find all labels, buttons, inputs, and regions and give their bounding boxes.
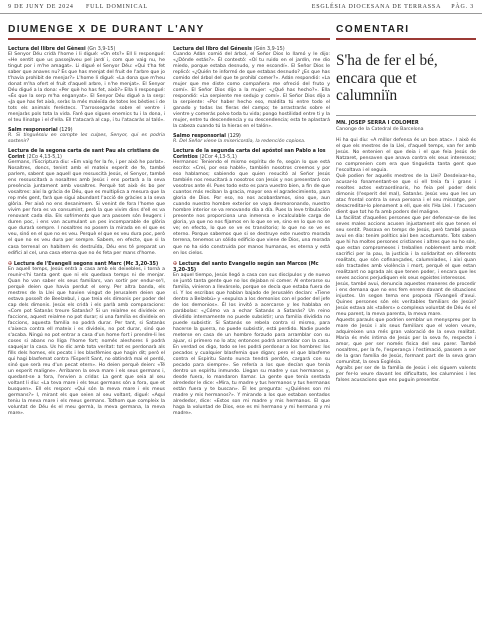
catalan-psalm-title: Salm responsorial <box>8 127 58 134</box>
spanish-column <box>173 46 330 417</box>
author-divider <box>336 115 476 116</box>
spanish-gospel-heading <box>173 261 330 273</box>
header-left <box>8 4 158 10</box>
spanish-reading2-ref: (2Cor 4,13-5,1) <box>199 154 237 161</box>
catalan-reading1-text: El Senyor Déu cridà l'home i li digué: «On ets?» Ell li respongué: «He sentit que us passejàveu pel jardí i, com que vaig nu, he tingut por i m'he amagat». Li digué el Senyor Déu: «Qui t'ha fet saber que anaves nu? És que has menjat del fruit de l'arbre que jo t'havia prohibit de menjar?» L'home li digué: «La dona que m'heu donat m'ha ofert el fruit d'aquell arbre, i n'he menjat». El Senyor Déu digué a la dona: «Per què ho has fet, això?» Ella li respongué: «És que la serp m'ha enganyat». El Senyor Déu digué a la serp: «Ja que has fet això, seràs la més maleïda de totes les bèsties i de tots els animals feréstecs. T'arrossegaràs sobre el ventre i menjaràs pols tota la vida. Faré que siguen enemics tu i la dona, i el teu llinatge i el d'ella. Ell t'atacarà al cap, i tu l'atacaràs al taló». <box>8 52 165 124</box>
spanish-reading1-text: Cuando Adán comió del árbol, el Señor Dios lo llamó y le dijo: «¿Dónde estás?». Él contestó: «Oí tu ruido en el jardín, me dio miedo, porque estaba desnudo, y me escondí». El Señor Dios le replicó: «¿Quién te informó de que estabas desnudo? ¿Es que has comido del árbol del que te prohibí comer?». Adán respondió: «La mujer que me diste como compañera me ofreció del fruto y comí». El Señor Dios dijo a la mujer: «¿Qué has hecho?». Ella respondió: «La serpiente me sedujo y comí». El Señor Dios dijo a la serpiente: «Por haber hecho eso, maldita tú entre todo el ganado y todas las fieras del campo; te arrastrarás sobre el vientre y comerás polvo toda tu vida; pongo hostilidad entre ti y la mujer, entre tu descendencia y su descendencia; esta te aplastará la cabeza cuando tú la hieras en el talón». <box>173 52 330 130</box>
spanish-gospel-title: Lectura del santo Evangelio según san Marcos <box>178 260 307 267</box>
issue-date: 9 DE JUNY DE 2024 <box>8 3 74 10</box>
publication-name: FULL DOMINICAL <box>86 3 148 10</box>
commentary-paragraph: Aquests parauls que podrien semblar un menyspreu per la mare de Jesús i als seus familiars que el volen veure, adquireixen una més gran valoració de la seva realitat. Maria és més íntima de Jesús per la seva fe, respecte i amor, que per ser només física del seu parer. També nosaltres, per la fe, l'esperança i l'estimació, passem a ser de la gran família de Jesús, formant part de la seva gran comunitat, la seva Església. <box>336 317 476 366</box>
commentary-paragraph: Jesús, també avui, denuncia aquestes maneres de procedir i ens demana que no ens fem enrere davant de situacions injustes. Un segon tema ens proposa l'Evangeli d'avui. Quines persones són els veritables familiars de Jesús? Jesús estava als «tallers» o complexa voluntat de Déu és el meu parent, la meva parenta, la meva mare. <box>336 281 476 317</box>
header-right <box>312 4 474 10</box>
catalan-gospel-ref: (Mc 3,20-35) <box>123 260 159 267</box>
readings-section <box>8 24 330 417</box>
spanish-gospel-ref: (Mc 3,20-35) <box>173 260 319 273</box>
cross-icon: ✠ <box>8 260 13 267</box>
author-role: Canonge de la Catedral de Barcelona <box>336 126 424 132</box>
commentary-headline: S'ha de fer el bé, encara que et calumniïn <box>336 52 438 104</box>
catalan-reading2-ref: (2Co 4,13-5,1) <box>26 154 62 161</box>
catalan-reading2-text: Germans, l'Escriptura diu: «Em vaig fer la fe, i per això he parlat». Nosaltres, doncs, tenint amb el mateix esperit de fe, també parlem, sabent que aquell que ressuscità Jesús, el Senyor, també ens ressuscitarà a nosaltres amb Jesús i ens portarà a la seva presència juntament amb vosaltres. Perquè tot això és bo per vosaltres: així la gràcia de Déu, que es multiplica a mesura que la rep més gent, farà que sigui abundant l'acció de gràcies a la seva glòria. Per això no ens desanimem. Si venint de fora l'home que vivim per fora es va consumint, però la que vivim dins d'ell es va renovant cada dia. Els sofriments que ara passem són lleugers i duren poc, i ens van acumulant un pes incomparable de glòria que durarà sempre. I nosaltres no posem la mirada en el que es veu, sinó en el que no es veu. Perquè el que es veu dura poc, però el que no es veu dura per sempre. Sabem, en efecte, que si la casa terrenal on habitem és destruïda, Déu ens té preparat un edifici al cel, una casa eterna que no és feta per mans d'home. <box>8 160 165 256</box>
catalan-psalm-response: R. Si tinguéssiu en compte les culpes, Senyor, qui es podria sostenir? <box>8 133 165 145</box>
page-number: PÀG. 3 <box>451 3 474 10</box>
commentary-body <box>336 138 476 385</box>
page-header <box>0 0 482 14</box>
catalan-reading1-ref: (Gn 3,9-15) <box>87 46 116 52</box>
spanish-reading1-ref: (Gén 3,9-15) <box>253 46 285 52</box>
catalan-column <box>8 46 165 417</box>
spanish-reading2-text: Hermanos: Teniendo el mismo espíritu de fe, según lo que está escrito: «Creí, por eso hablé», también nosotros creemos y por eso hablamos; sabiendo que quien resucitó al Señor Jesús también nos resucitará a nosotros con Jesús y nos presentará con vosotros ante él. Pues todo esto es para vuestro bien, a fin de que cuantos más reciban la gracia, mayor sea el agradecimiento, para gloria de Dios. Por eso, no nos acobardamos, sino que, aun cuando nuestro hombre exterior se vaya desmoronando, nuestro hombre interior se va renovando día a día. Pues la leve tribulación presente nos proporciona una inmensa e incalculable carga de gloria, ya que no nos fijamos en lo que se ve, sino en lo que no se ve; en efecto, lo que se ve es transitorio; lo que no se ve es eterno. Porque sabemos que si se destruye este nuestro morada terrena, tenemos un sólido edificio que viene de Dios, una morada que no ha sido construida por manos humanas, es eterna y está en los cielos. <box>173 160 330 256</box>
catalan-reading2-title: Lectura de la segona carta de sant Pau als cristians de Corint <box>8 148 160 161</box>
catalan-psalm-ref: (129) <box>59 127 73 134</box>
spanish-psalm-ref: (129) <box>227 133 241 140</box>
catalan-reading2-heading <box>8 148 165 160</box>
diocese-name: ESGLÉSIA DIOCESANA DE TERRASSA <box>311 3 441 10</box>
spanish-psalm-response: R. Del Señor viene la misericordia, la redención copiosa. <box>173 139 306 145</box>
commentary-section <box>336 24 476 384</box>
catalan-reading1-title: Lectura del llibre del Gènesi <box>8 46 86 52</box>
catalan-gospel-heading <box>8 261 165 267</box>
spanish-reading2-heading <box>173 148 330 160</box>
spanish-psalm-title: Salmo responsorial <box>173 133 226 140</box>
commentary-paragraph: La facilitat d'aquelles persones que per defensar-se de les seves males accions acusen injustament els que tenen el seu sentit. Passava en temps de Jesús, però també passa avui en dia: tenim polítics així ben acostumats. Tots saben que hi ha moltes persones cristianes i altres que no ho són, que estan compromeses i treballen noblement amb molt sacrifici per la pau, la justícia i la solidaritat en diferents realitats, que són cofinançades, calumniades, i així quan són tractades amb violència i mort, perquè el que estan realitzant no agrada als que tenen poder, i encara que les seves accions perjudiquen els seus egoistes interessos. <box>336 215 476 281</box>
commentary-paragraph: Què podien fer aquells mestres de la Llei? Desdeixar-ho, acusar-lo fonamentant-se que si ell treia fa i grans i resoltes actes extraordinaris, ho feia pel poder dels dimonis (l'esperit del mal), Satanàs. Jesús veu que les un atac frontal contra la seva persona i el seu missatge, per desacreditar-lo plenament a ell, que els l'Ha Llei. I l'acusen dient que tot ho fa amb poders del maligne. <box>336 173 476 215</box>
catalan-gospel-text: En aquell temps, Jesús entrà a casa amb els deixebles, i tornà a reunir-s'hi tanta gent que ni els quedava temps ni de menjar. Quan ho van saber els seus familiars, van sortir per endur-se'l, perquè deien que havia perdut el seny. Per altra banda, els mestres de la Llei que havien vingut de Jerusalem deien que estava posseït de Beelzebul, i que treia els dimonis per poder del cap dels dimonis. Jesús els cridà i els parlà amb comparacions: «Com pot Satanàs treure Satanàs? Si un reialme es divideix en faccions, aquest reialme no pot durar; si una família es divideix en faccions, aquesta família no podrà durar. Per tant, si Satanàs s'aixeca contra ell mateix i es divideix, no pot durar, sinó que s'acaba. Ningú no pot entrar a casa d'un home fort i prendre-li les coses si abans no lliga l'home fort; només aleshores li podrà saquejar la casa. Us ho dic amb tota veritat: tot es perdonarà als fills dels homes, els pecats i les blasfèmies que hagin dit; però el qui hagi blasfemat contra l'Esperit Sant, no obtindrà mai el perdó, sinó que serà reu d'un pecat etern». Ho deien perquè deien: «Té un esperit maligne». Arribaren la seva mare i els seus germans i, quedant-se a fora, l'envien a cridar. La gent que seia al seu voltant li diu: «La teva mare i els teus germans són a fora, que et busquen». Ell els respon: «Qui són la meva mare i els meus germans?» I, mirant els que seien al seu voltant, digué: «Aquí teniu la meva mare i els meus germans. Tothom que compleix la voluntat de Déu és el meu germà, la meva germana, la meva mare». <box>8 266 165 416</box>
readings-title: DIUMENGE X DE DURANT L'ANY <box>8 24 330 40</box>
spanish-reading1-title: Lectura del libro del Génesis <box>173 46 252 52</box>
cross-icon: ✠ <box>173 260 178 267</box>
author-name: MN. JOSEP SERRA I COLOMER <box>336 119 419 126</box>
spanish-gospel-text: En aquel tiempo, Jesús llegó a casa con sus discípulos y de nuevo se juntó tanta gente que no los dejaban ni comer. Al enterarse su familia, vinieron a llevárselo, porque se decía que estaba fuera de sí. Y los escribas que habían bajado de Jerusalén decían: «Tiene dentro a Belzebú» y «expulsa a los demonios con el poder del jefe de los demonios». Él los invitó a acercarse y les hablaba en parábolas: «¿Cómo va a echar Satanás a Satanás? Un reino dividido internamente no puede subsistir; una familia dividida no puede subsistir. Si Satanás se rebela contra sí mismo, para hacerse la guerra, no puede subsistir, está perdido. Nadie puede meterse en casa de un hombre forzudo para arramblar con su ajuar, si primero no lo ata; entonces podrá arramblar con la casa. En verdad os digo, todo se les podrá perdonar a los hombres: los pecados y cualquier blasfemia que digan; pero el que blasfeme contra el Espíritu Santo nunca tendrá perdón, cargará con su pecado para siempre». Se refería a los que decían que tenía dentro un espíritu inmundo. Llegan su madre y sus hermanos y, desde fuera, lo mandaron llamar. La gente que tenía sentada alrededor le dice: «Mira, tu madre y tus hermanos y tus hermanas están fuera y te buscan». Él les pregunta: «¿Quiénes son mi madre y mis hermanos?». Y mirando a los que estaban sentados alrededor, dice: «Estos son mi madre y mis hermanos. El que haga la voluntad de Dios, ese es mi hermano y mi hermana y mi madre». <box>173 272 330 416</box>
spanish-reading2-title: Lectura de la segunda carta del apóstol san Pablo a los Corintios <box>173 148 326 161</box>
readings-columns <box>8 46 330 417</box>
commentary-paragraph: Hi ha qui diu: «A millor defensa és un bon atac». I això és el que els mestres de la Llei, d'aquell temps, van fer amb Jesús. No entenien el que deia i el que feia Jesús de Natzaret, pensaven que anava contra els seus interessos; no comprenien com era que tinguésta tanta gent que l'escoltava i el seguia. <box>336 137 476 173</box>
commentary-paragraph: Agraïts per ser de la família de Jesús i els siguem valents per fer-lo veure davant les dificultats, les calumnies i les falses acusacions que ens puguin presentar. <box>336 366 476 384</box>
catalan-gospel-title: Lectura de l'Evangeli segons sant Marc <box>13 260 122 267</box>
commentary-title: COMENTARI <box>336 24 476 40</box>
